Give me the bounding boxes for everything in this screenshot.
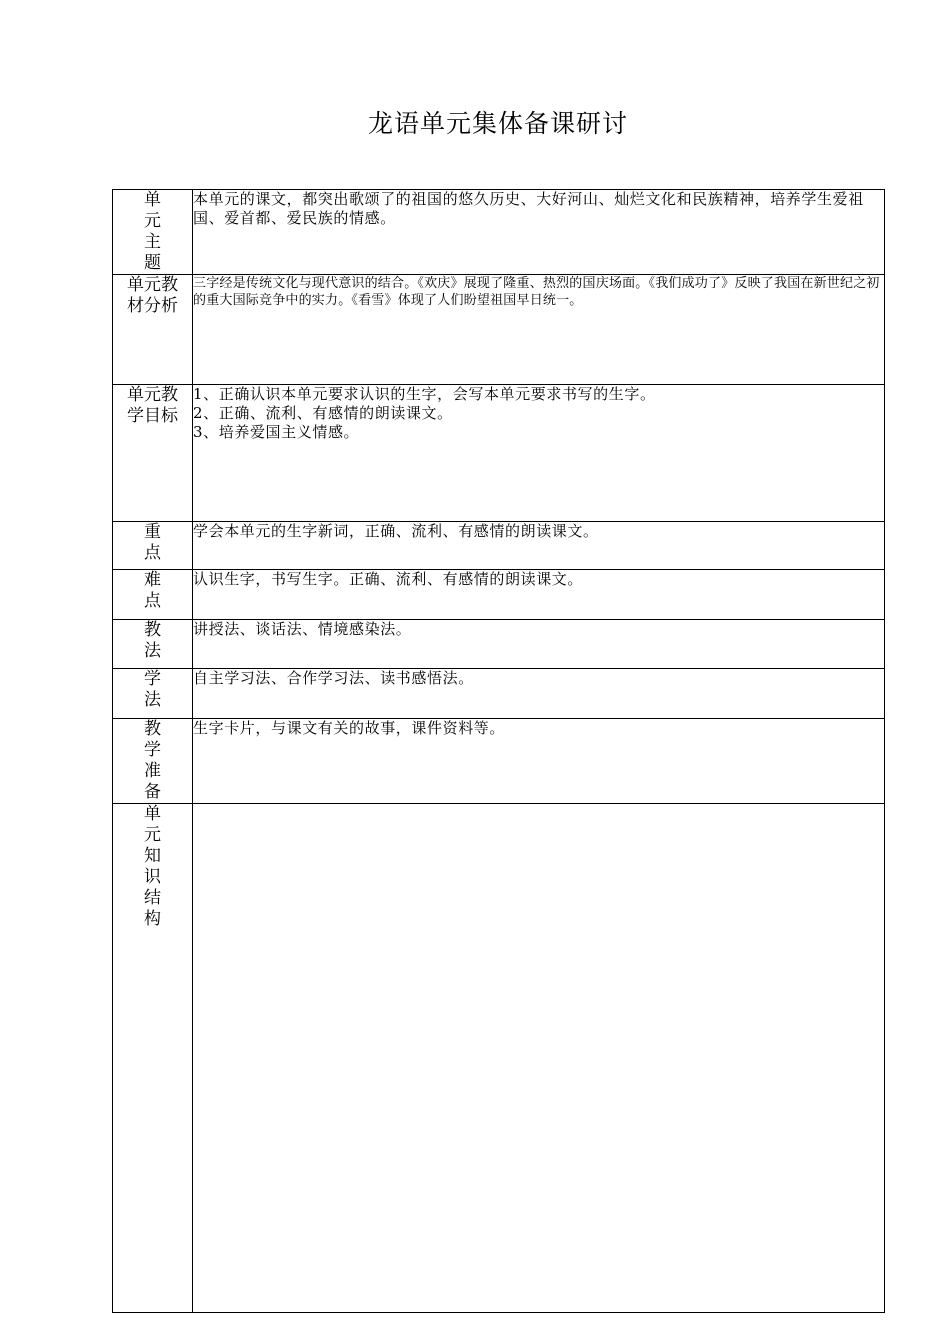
content-line: 三字经是传统文化与现代意识的结合。《欢庆》展现了隆重、热烈的国庆场面。《我们成功了》反映了我国在新世纪之初的重大国际竞争中的实力。《看雪》体现了人们盼望祖国早日统一。 [193,276,880,308]
label-knowledge-structure [113,804,193,1313]
label-teaching-method [113,620,193,669]
row-knowledge-structure [113,804,885,1313]
content-knowledge-structure[interactable] [193,804,885,1313]
label-learning-method [113,669,193,719]
content-teaching-method[interactable] [193,620,885,669]
goal-item: 1、正确认识本单元要求认识的生字，会写本单元要求书写的生字。 [193,385,656,403]
row-unit-theme [113,190,885,275]
label-key-points [113,522,193,570]
label-line: 学 法 [144,669,171,710]
row-teaching-goals [113,385,885,522]
label-line: 准 备 [144,761,171,802]
content-learning-method[interactable] [193,669,885,719]
goal-item: 2、正确、流利、有感情的朗读课文。 [193,404,453,422]
content-line: 学会本单元的生字新词，正确、流利、有感情的朗读课文。 [193,522,599,540]
label-preparation [113,719,193,804]
label-line: 重 点 [144,522,171,563]
label-line: 单 元 [144,190,171,231]
label-line: 难 点 [144,570,171,611]
page-title: 龙语单元集体备课研讨 [367,109,628,138]
row-material-analysis [113,275,885,385]
row-learning-method [113,669,885,719]
label-line: 知 识 [144,846,171,887]
content-line: 生字卡片，与课文有关的故事，课件资料等。 [193,719,506,737]
content-line: 讲授法、谈话法、情境感染法。 [193,620,412,638]
label-line: 单 元 [144,804,171,845]
content-line: 本单元的课文，都突出歌颂了的祖国的悠久历史、大好河山、灿烂文化和民族精神，培养学生爱祖国、爱首都、爱民族的情感。 [193,190,864,227]
label-line: 教 法 [144,620,171,661]
content-difficulties[interactable] [193,570,885,620]
label-line: 结 构 [144,888,171,929]
label-line: 教 学 [144,719,171,760]
content-key-points[interactable] [193,522,885,570]
label-line: 单元教 [127,275,178,295]
content-material-analysis[interactable] [193,275,885,385]
label-teaching-goals [113,385,193,522]
label-line: 学目标 [127,406,178,426]
goal-item: 3、培养爱国主义情感。 [193,423,360,441]
row-difficulties [113,570,885,620]
row-key-points [113,522,885,570]
lesson-plan-table [112,189,885,1313]
label-difficulties [113,570,193,620]
content-line: 认识生字，书写生字。正确、流利、有感情的朗读课文。 [193,570,584,588]
content-line: 自主学习法、合作学习法、读书感悟法。 [193,669,474,687]
label-line: 单元教 [127,385,178,405]
row-teaching-method [113,620,885,669]
label-line: 主 题 [144,232,171,273]
label-material-analysis [113,275,193,385]
label-unit-theme [113,190,193,275]
content-preparation[interactable] [193,719,885,804]
content-unit-theme[interactable] [193,190,885,275]
row-preparation [113,719,885,804]
content-teaching-goals[interactable] [193,385,885,522]
label-line: 材分析 [127,296,178,316]
